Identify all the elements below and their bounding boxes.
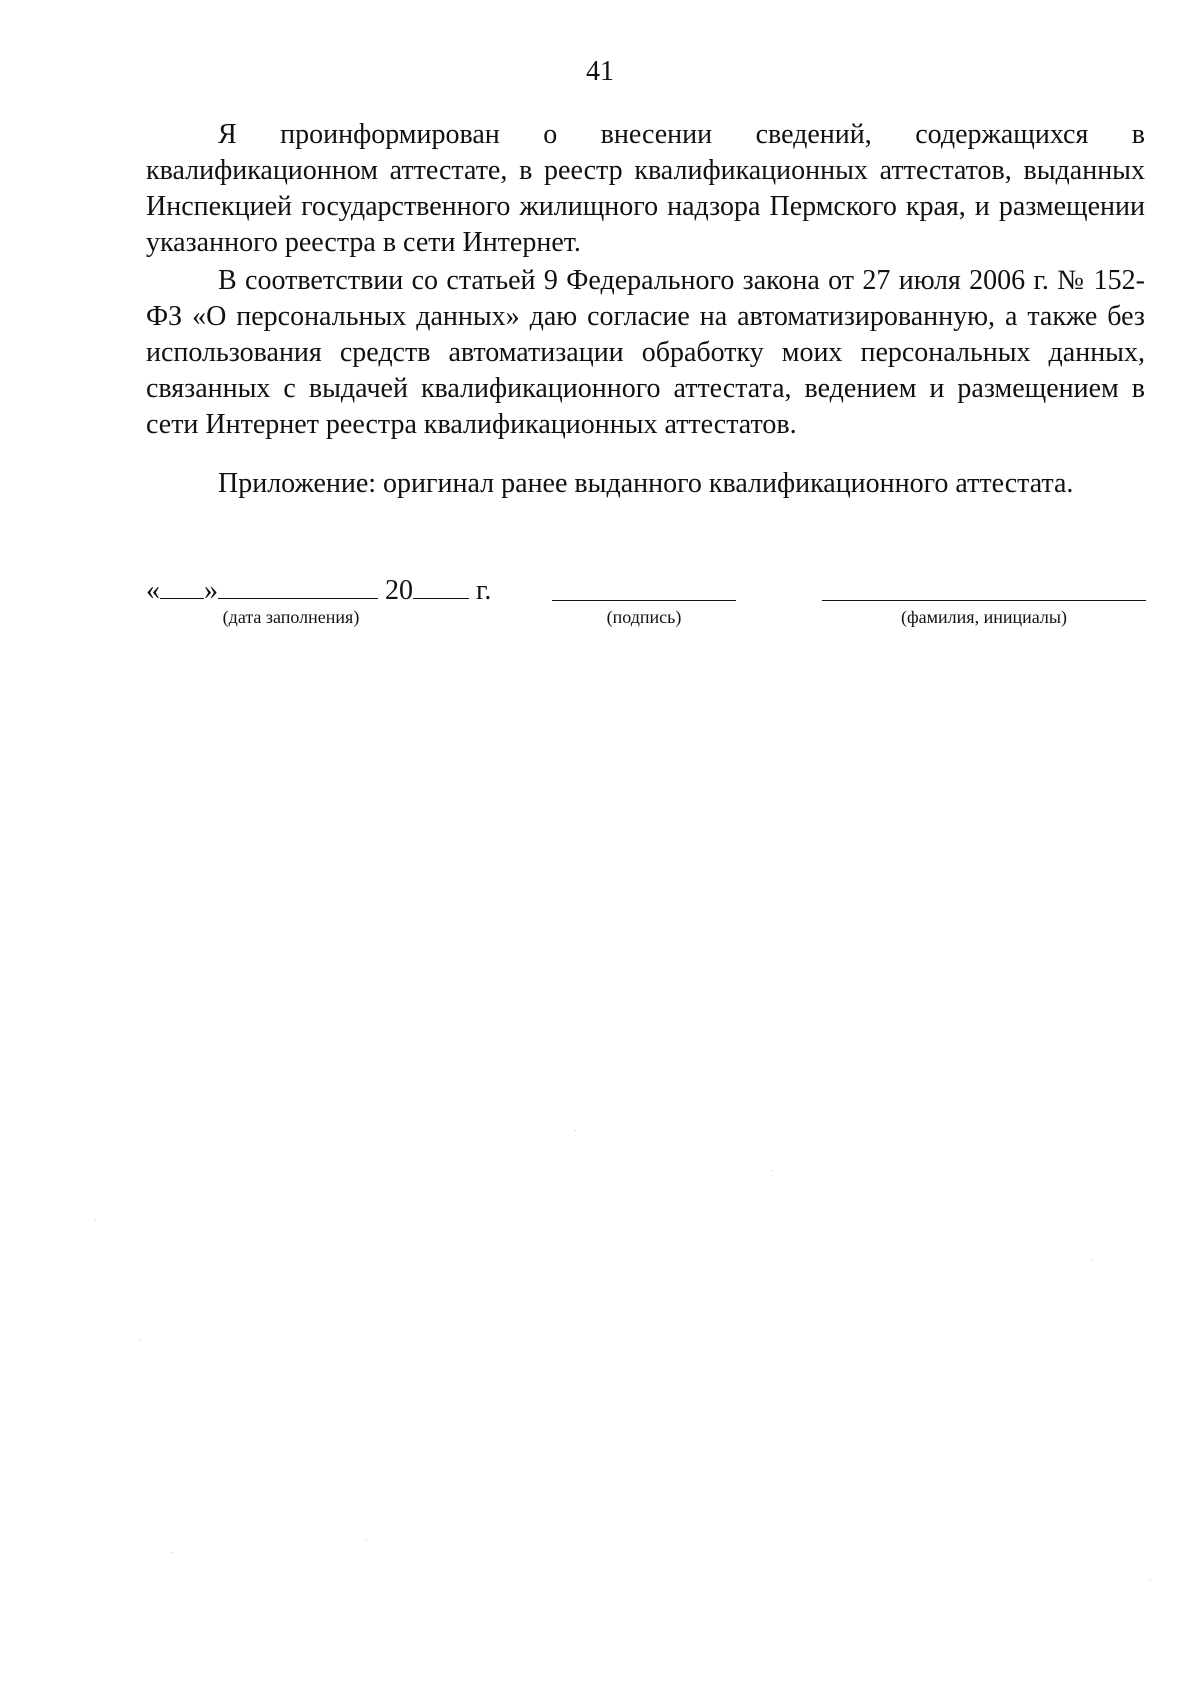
paragraph-registry-notice: Я проинформирован о внесении сведений, содержащихся в квалификационном аттестате, в реестр квалификационных аттестатов, выданных Инспекцией государственного жилищного надзора Пермского края, и размещении указанного реестра в сети Интернет. — [146, 119, 1145, 258]
month-blank[interactable] — [218, 574, 378, 599]
year-prefix: 20 — [385, 575, 413, 606]
attachment-line: Приложение: оригинал ранее выданного квалификационного аттестата. — [218, 468, 1074, 499]
scan-speck — [772, 1170, 773, 1171]
page-number: 41 — [586, 56, 614, 87]
scan-speck — [1150, 1580, 1151, 1581]
date-caption: (дата заполнения) — [222, 607, 360, 627]
date-field — [146, 574, 491, 607]
consent-text — [146, 117, 1145, 445]
paragraph-personal-data-consent: В соответствии со статьей 9 Федерального закона от 27 июля 2006 г. № 152-ФЗ «О персональных данных» даю согласие на автоматизированную, а также без использования средств автоматизации обработку моих персональных данных, связанных с выдачей квалификационного аттестата, ведением и размещением в сети Интернет реестра квалификационных аттестатов. — [146, 265, 1145, 440]
day-blank[interactable] — [160, 574, 204, 599]
signature-caption: (подпись) — [606, 607, 682, 627]
year-blank[interactable] — [413, 574, 469, 599]
quote-close: » — [204, 575, 218, 606]
scan-speck — [1092, 1260, 1093, 1261]
scan-speck — [575, 1130, 576, 1131]
name-line[interactable] — [822, 600, 1146, 601]
year-suffix: г. — [476, 575, 492, 606]
scan-speck — [140, 1340, 141, 1341]
name-caption: (фамилия, инициалы) — [901, 607, 1067, 627]
scan-speck — [366, 1540, 367, 1541]
signature-line[interactable] — [552, 600, 736, 601]
scan-speck — [172, 1552, 173, 1553]
quote-open: « — [146, 575, 160, 606]
scan-speck — [95, 1220, 96, 1221]
